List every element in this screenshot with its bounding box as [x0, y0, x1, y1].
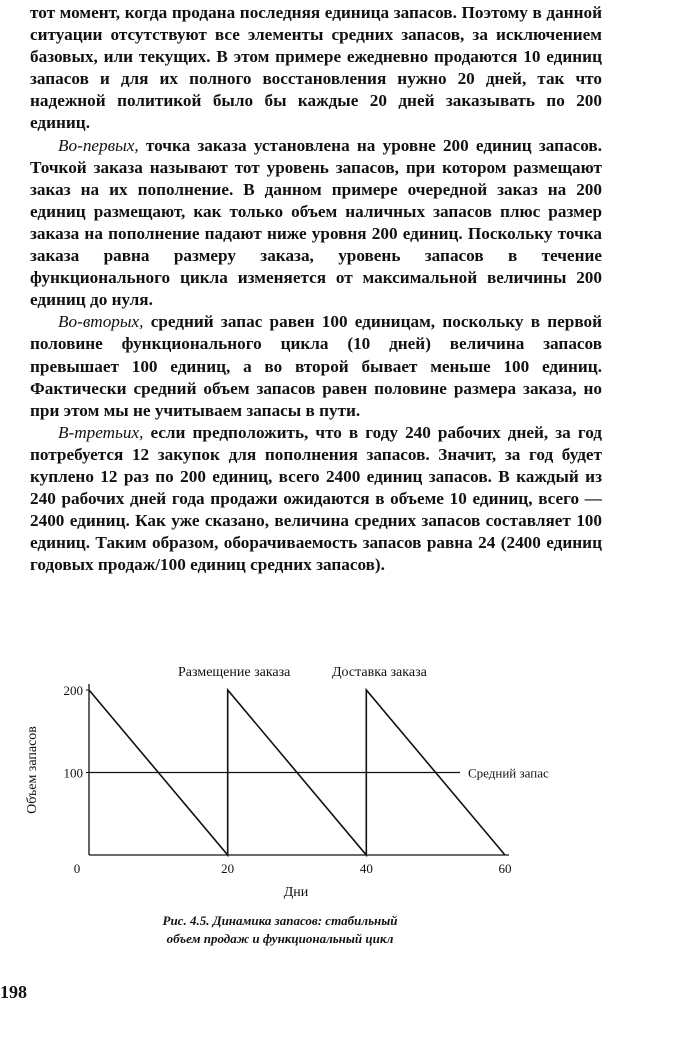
- body-text: [30, 2, 602, 576]
- lead-third: В-третьих,: [58, 422, 144, 442]
- paragraph-third-point: [30, 422, 602, 577]
- x-tick-label: 20: [221, 861, 235, 876]
- y-tick-label: 100: [63, 765, 83, 781]
- paragraph-second-body: средний запас равен 100 единицам, поскольку в первой половине функционального цикла (10 дней) величина запасов превышает 100 единиц, а во второй бывает меньше 100 единиц. Фактически средний объем запасов равен половине размера заказа, но при этом мы не учитываем запасы в пути.: [30, 312, 602, 420]
- annotation-order-placement: Размещение заказа: [178, 665, 291, 680]
- figure-caption-line-1: Рис. 4.5. Динамика запасов: стабильный: [162, 913, 398, 928]
- y-axis-label: Объем запасов: [25, 726, 40, 814]
- x-axis-label: Дни: [283, 885, 309, 900]
- plot-area: [64, 683, 549, 876]
- x-tick-label: 40: [359, 861, 373, 876]
- lead-first: Во-первых,: [58, 135, 139, 155]
- figure-caption-line-2: объем продаж и функциональный цикл: [166, 931, 394, 946]
- y-tick-label: 200: [63, 683, 83, 698]
- paragraph-first-point: [30, 135, 602, 312]
- page-number: 198: [0, 982, 27, 1002]
- lead-second: Во-вторых,: [58, 312, 144, 332]
- inventory-chart: [0, 655, 695, 915]
- x-tick-label: 60: [498, 861, 512, 876]
- paragraph-second-point: [30, 311, 602, 421]
- paragraph-continuation: тот момент, когда продана последняя единица запасов. Поэтому в данной ситуации отсутствуют все элементы средних запасов, за исключением базовых, или текущих. В этом примере ежедневно продаются 10 единиц запасов и для их полного восстановления нужно 20 дней, так что надежной политикой было бы каждые 20 дней заказывать по 200 единиц.: [30, 3, 602, 133]
- paragraph-first-body: точка заказа установлена на уровне 200 единиц запасов. Точкой заказа называют тот уровень запасов, при котором размещают заказ на их пополнение. В данном примере очередной заказ на 200 единиц размещают, как только объем наличных запасов плюс размер заказа на пополнение падают ниже уровня 200 единиц. Поскольку точка заказа равна размеру заказа, уровень запасов в течение функционального цикла изменяется от максимальной величины 200 единиц до нуля.: [30, 135, 602, 310]
- annotation-order-delivery: Доставка заказа: [332, 665, 427, 680]
- paragraph-third-body: если предположить, что в году 240 рабочих дней, за год потребуется 12 закупок для пополнения запасов. Значит, за год будет куплено 12 раз по 200 единиц, всего 2400 единиц запасов. В каждый из 240 рабочих дней года продажи ожидаются в объеме 10 единиц, всего — 2400 единиц. Как уже сказано, величина средних запасов составляет 100 единиц. Таким образом, оборачиваемость запасов равна 24 (2400 единиц годовых продаж/100 единиц средних запасов).: [30, 422, 602, 575]
- average-inventory-label: Средний запас: [468, 765, 549, 781]
- x-tick-label: 0: [73, 861, 81, 876]
